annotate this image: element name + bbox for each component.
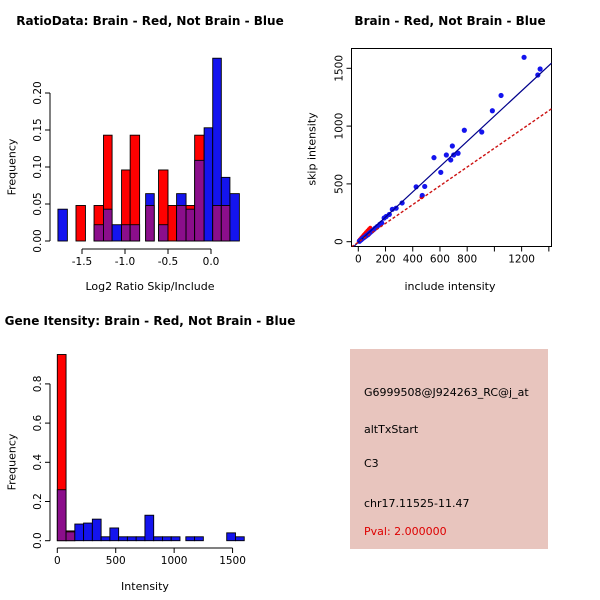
histogram-bar-overlap — [186, 209, 195, 241]
y-tick-label: 0.15 — [32, 118, 44, 142]
y-tick-label: 1500 — [333, 54, 346, 82]
histogram-bar-red — [168, 205, 177, 241]
histogram-bar-blue — [171, 537, 180, 541]
not-brain-point — [498, 93, 503, 98]
gene-histogram-xlabel: Intensity — [121, 580, 169, 593]
histogram-bar-blue — [195, 537, 204, 541]
not-brain-point — [450, 143, 455, 148]
histogram-bar-blue — [186, 537, 195, 541]
pval-text: Pval: 2.000000 — [364, 525, 447, 538]
x-tick-label: 1500 — [219, 555, 246, 567]
scatter-xlabel: include intensity — [404, 280, 496, 293]
not-brain-point — [438, 170, 443, 175]
histogram-bar-blue — [145, 515, 154, 540]
histogram-bar-overlap — [213, 205, 222, 241]
x-tick-label: 0.0 — [202, 256, 220, 268]
not-brain-point — [521, 55, 526, 60]
histogram-bar-overlap — [66, 532, 75, 541]
scatter-title: Brain - Red, Not Brain - Blue — [354, 14, 546, 28]
ratio-histogram-xlabel: Log2 Ratio Skip/Include — [85, 280, 215, 293]
y-tick-label: 0.20 — [32, 81, 44, 105]
intensity-scatter-plot — [300, 0, 600, 300]
y-tick-label: 0 — [333, 238, 346, 246]
not-brain-point — [462, 128, 467, 133]
y-tick-label: 0.6 — [32, 414, 44, 432]
x-tick-label: -0.5 — [157, 256, 179, 268]
histogram-bar-overlap — [57, 490, 66, 541]
probe-id-text: G6999508@J924263_RC@j_at — [364, 386, 529, 399]
x-tick-label: 500 — [105, 555, 126, 567]
histogram-bar-blue — [92, 519, 101, 541]
event-type-text: altTxStart — [364, 423, 419, 436]
histogram-bar-blue — [136, 537, 145, 541]
not-brain-point — [444, 152, 449, 157]
histogram-bar-overlap — [104, 209, 113, 241]
histogram-bar-overlap — [94, 225, 103, 241]
histogram-bar-blue — [230, 194, 239, 241]
y-tick-label: 0.4 — [32, 453, 44, 471]
gene-histogram-ylabel: Frequency — [5, 433, 19, 491]
histogram-bar-blue — [101, 537, 110, 541]
y-tick-label: 0.0 — [32, 532, 44, 550]
y-tick-label: 0.2 — [32, 493, 44, 510]
histogram-bar-overlap — [177, 205, 186, 241]
histogram-bar-overlap — [146, 205, 155, 241]
ratio-histogram-ylabel: Frequency — [5, 138, 19, 196]
gene-intensity-histogram-plot — [0, 300, 300, 600]
y-tick-label: 500 — [333, 173, 346, 194]
histogram-bar-red — [76, 205, 85, 241]
histogram-bar-blue — [204, 128, 213, 241]
histogram-bar-blue — [162, 537, 171, 541]
histogram-bar-overlap — [130, 225, 139, 241]
y-tick-label: 0.8 — [32, 375, 44, 393]
histogram-bar-overlap — [221, 205, 230, 241]
not-brain-point — [490, 108, 495, 113]
x-tick-label: 800 — [457, 253, 478, 266]
x-tick-label: 1000 — [160, 555, 188, 567]
x-tick-label: 1200 — [508, 253, 535, 266]
histogram-bar-blue — [119, 537, 128, 541]
probe-info-panel — [350, 349, 548, 549]
histogram-bar-overlap — [122, 225, 131, 241]
histogram-bar-blue — [58, 209, 67, 241]
histogram-bar-blue — [110, 528, 119, 541]
x-tick-label: 200 — [375, 253, 396, 266]
panel-intensity-scatter — [300, 0, 600, 300]
x-tick-label: 600 — [429, 253, 450, 266]
gene-name-text: C3 — [364, 457, 379, 470]
not-brain-point — [422, 184, 427, 189]
x-tick-label: 0 — [53, 555, 61, 567]
panel-gene-intensity-histogram — [0, 300, 300, 600]
histogram-bar-blue — [235, 537, 244, 541]
y-tick-label: 0.05 — [32, 192, 44, 216]
x-tick-label: 400 — [402, 253, 423, 266]
histogram-bar-blue — [227, 533, 236, 541]
scatter-ylabel: skip intensity — [305, 112, 319, 186]
histogram-bar-overlap — [159, 225, 168, 241]
ratio-histogram-plot — [0, 0, 300, 300]
histogram-bar-blue — [127, 537, 136, 541]
histogram-bar-blue — [112, 225, 121, 241]
y-tick-label: 0.00 — [32, 229, 44, 253]
x-tick-label: -1.0 — [114, 256, 136, 268]
not-brain-point — [538, 66, 543, 71]
genomic-location-text: chr17.11525-11.47 — [364, 497, 470, 510]
panel-ratio-histogram — [0, 0, 300, 300]
histogram-bar-overlap — [195, 160, 204, 241]
histogram-bar-blue — [154, 537, 163, 541]
ratio-histogram-title: RatioData: Brain - Red, Not Brain - Blue — [16, 14, 284, 28]
x-tick-label: 0 — [354, 253, 362, 266]
not-brain-point — [431, 155, 436, 160]
gene-histogram-title: Gene Itensity: Brain - Red, Not Brain - Blue — [4, 314, 296, 328]
histogram-bar-blue — [84, 523, 93, 541]
y-tick-label: 1000 — [333, 112, 346, 140]
y-tick-label: 0.10 — [32, 155, 44, 179]
histogram-bar-blue — [75, 524, 84, 541]
x-tick-label: -1.5 — [71, 256, 93, 268]
